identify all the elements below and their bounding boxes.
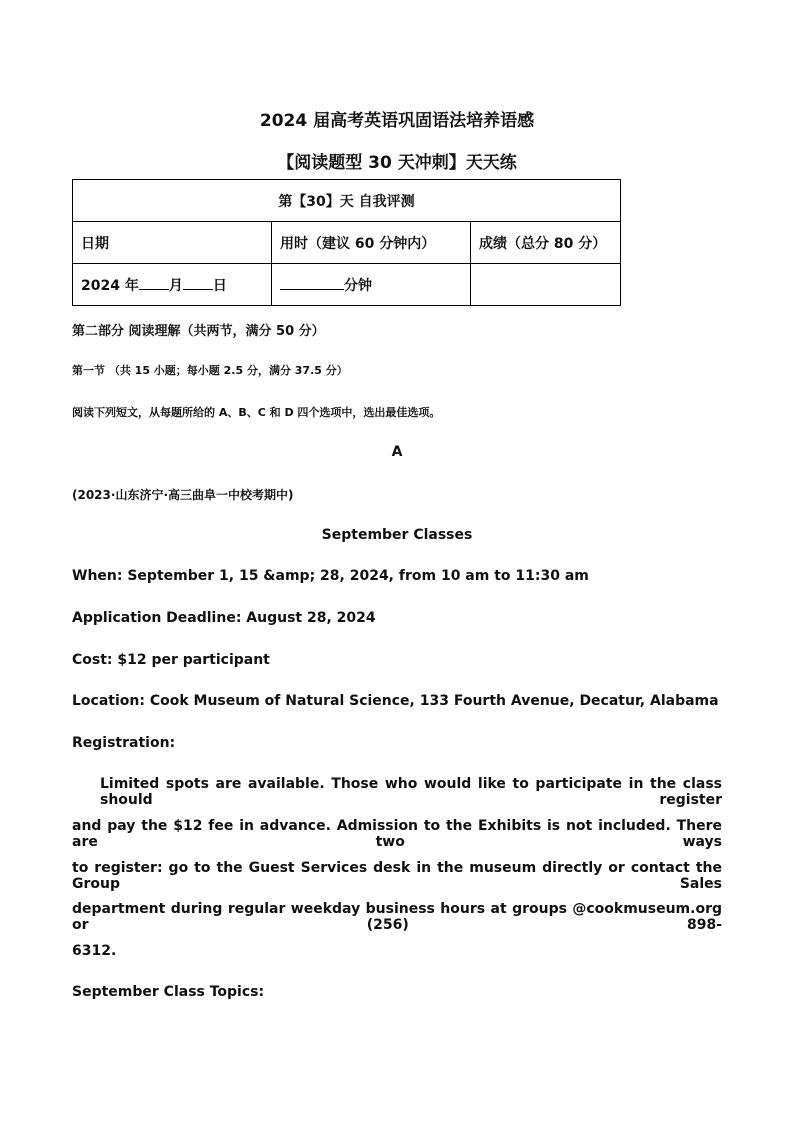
registration-line: to register: go to the Guest Services desk in the museum directly or contact the Group Sales: [72, 860, 722, 892]
score-column-label: 成绩（总分 80 分）: [471, 222, 621, 264]
month-blank[interactable]: [139, 275, 169, 290]
date-year: 2024 年: [81, 277, 139, 294]
table-heading: 第【30】天 自我评测: [73, 180, 621, 222]
table-row: [73, 222, 621, 264]
section-part-heading: 第二部分 阅读理解（共两节，满分 50 分）: [72, 324, 325, 339]
registration-label: Registration:: [72, 735, 176, 751]
table-row: [73, 264, 621, 306]
passage-letter: A: [391, 444, 403, 460]
registration-line: and pay the $12 fee in advance. Admission to the Exhibits is not included. There are two ways: [72, 818, 722, 850]
passage-deadline: Application Deadline: August 28, 2024: [72, 610, 376, 626]
score-cell[interactable]: [471, 264, 621, 306]
time-column-label: 用时（建议 60 分钟内）: [272, 222, 471, 264]
section-instruction: 阅读下列短文，从每题所给的 A、B、C 和 D 四个选项中，选出最佳选项。: [72, 406, 441, 419]
passage-source: (2023·山东济宁·高三曲阜一中校考期中): [72, 488, 294, 502]
passage-location: Location: Cook Museum of Natural Science, 133 Fourth Avenue, Decatur, Alabama: [72, 693, 719, 709]
date-day: 日: [212, 277, 227, 294]
registration-line: department during regular weekday business hours at groups @cookmuseum.org or (256) 898-: [72, 901, 722, 933]
passage-title: September Classes: [321, 527, 473, 543]
date-column-label: 日期: [73, 222, 272, 264]
time-unit: 分钟: [344, 277, 372, 294]
registration-line: Limited spots are available. Those who would like to participate in the class should register: [100, 776, 722, 808]
registration-line: 6312.: [72, 943, 117, 959]
table-row: [73, 180, 621, 222]
minutes-blank[interactable]: [280, 275, 344, 290]
self-evaluation-table: [72, 179, 621, 306]
section-subpart-heading: 第一节 （共 15 小题；每小题 2.5 分，满分 37.5 分）: [72, 364, 348, 377]
date-month: 月: [168, 277, 183, 294]
document-title: 2024 届高考英语巩固语法培养语感: [259, 111, 535, 131]
document-subtitle: 【阅读题型 30 天冲刺】天天练: [277, 153, 517, 173]
class-topics-label: September Class Topics:: [72, 984, 265, 1000]
day-blank[interactable]: [183, 275, 213, 290]
date-cell: [73, 264, 272, 306]
passage-cost: Cost: $12 per participant: [72, 652, 270, 668]
passage-when: When: September 1, 15 &amp; 28, 2024, from 10 am to 11:30 am: [72, 568, 589, 584]
time-cell: [272, 264, 471, 306]
